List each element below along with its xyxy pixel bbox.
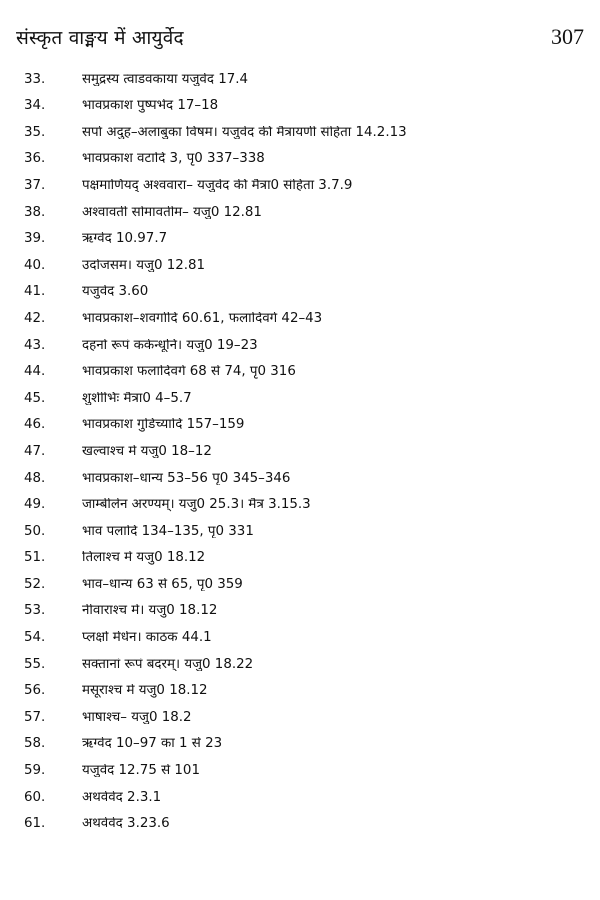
endnote-number: 34.	[24, 98, 46, 114]
endnote-text: भावप्रकाश–शवर्गादि 60.61, फलादिवर्ग 42–43	[82, 311, 323, 326]
endnote-item	[0, 784, 600, 811]
endnote-item	[0, 492, 600, 519]
endnote-number: 59.	[24, 763, 46, 779]
endnote-number: 57.	[24, 709, 46, 725]
endnote-number: 48.	[24, 470, 46, 486]
endnote-text: भाव–धान्य 63 से 65, पृ0 359	[82, 577, 243, 592]
endnote-text: यजुर्वेद 12.75 से 101	[82, 764, 200, 778]
endnote-text: शुशीभिः मैत्रा0 4–5.7	[82, 391, 192, 406]
endnote-text: भाव पलादि 134–135, पृ0 331	[82, 524, 254, 539]
endnote-number: 47.	[24, 443, 46, 459]
endnote-number: 40.	[24, 257, 46, 273]
endnote-item	[0, 704, 600, 731]
endnote-number: 44.	[24, 364, 46, 380]
endnote-number: 52.	[24, 576, 46, 592]
page-number: 307	[551, 24, 584, 49]
page-header	[16, 22, 584, 52]
endnote-number: 55.	[24, 656, 46, 672]
running-head: संस्कृत वाङ्मय में आयुर्वेद	[16, 27, 184, 49]
endnote-item	[0, 146, 600, 173]
endnote-number: 50.	[24, 523, 46, 539]
endnote-text: सक्तानां रूपं बदरम्। यजु0 18.22	[82, 657, 254, 672]
endnote-item	[0, 199, 600, 226]
endnote-number: 49.	[24, 497, 46, 513]
endnote-item	[0, 757, 600, 784]
endnote-text: समुद्रस्य त्वाडवकाया यजुर्वेद 17.4	[82, 72, 249, 86]
endnote-text: भावप्रकाश फलादिवर्ग 68 से 74, पृ0 316	[82, 365, 296, 379]
endnote-number: 53.	[24, 603, 46, 619]
endnote-text: भावप्रकाश गुडिच्यादि 157–159	[82, 418, 245, 432]
endnote-item	[0, 172, 600, 199]
endnote-item	[0, 811, 600, 838]
endnote-item	[0, 598, 600, 625]
endnote-text: भावप्रकाश–धान्य 53–56 पृ0 345–346	[82, 471, 291, 485]
endnote-item	[0, 279, 600, 306]
endnote-item	[0, 624, 600, 651]
endnote-number: 56.	[24, 683, 46, 699]
endnote-number: 36.	[24, 151, 46, 167]
endnote-item	[0, 305, 600, 332]
endnote-text: खल्वाश्च में यजु0 18–12	[82, 444, 212, 459]
endnote-text: ऋग्वेद 10–97 का 1 से 23	[82, 737, 223, 751]
endnote-number: 45.	[24, 390, 46, 406]
endnote-number: 51.	[24, 550, 46, 566]
endnote-text: दहनो रूपं कर्कन्धूनि। यजु0 19–23	[82, 338, 258, 352]
endnote-number: 43.	[24, 337, 46, 353]
endnote-text: जाम्बीलेन अरण्यम्। यजु0 25.3। मैत्र 3.15.3	[82, 498, 311, 512]
endnote-item	[0, 545, 600, 572]
endnote-item	[0, 518, 600, 545]
endnote-item	[0, 119, 600, 146]
endnote-number: 39.	[24, 231, 46, 247]
endnote-item	[0, 651, 600, 678]
endnote-text: भाषाश्च– यजु0 18.2	[82, 710, 192, 725]
endnotes-list	[0, 66, 600, 837]
endnote-text: मसूराश्च में यजु0 18.12	[82, 684, 208, 698]
endnote-text: अथर्ववेद 2.3.1	[82, 790, 162, 805]
endnote-text: सर्पा अदुह–अलाबुका विषम। यजुर्वेद की मैत्रायणी संहिता 14.2.13	[82, 125, 407, 140]
endnote-number: 38.	[24, 204, 46, 220]
endnote-item	[0, 332, 600, 359]
endnote-text: अथर्ववेद 3.23.6	[82, 817, 170, 831]
endnote-number: 37.	[24, 177, 46, 193]
endnote-number: 35.	[24, 124, 46, 140]
endnote-text: भावप्रकाश पुष्पभेद 17–18	[82, 99, 219, 113]
endnote-item	[0, 571, 600, 598]
endnote-item	[0, 226, 600, 253]
endnote-item	[0, 731, 600, 758]
endnote-item	[0, 412, 600, 439]
endnote-text: प्लक्षो मेधेन। काठक 44.1	[82, 631, 212, 645]
endnote-number: 61.	[24, 816, 46, 832]
endnote-number: 46.	[24, 417, 46, 433]
endnote-item	[0, 66, 600, 93]
endnote-item	[0, 678, 600, 705]
endnote-number: 41.	[24, 284, 46, 300]
endnote-text: ऋग्वेद 10.97.7	[82, 232, 168, 246]
endnote-number: 58.	[24, 736, 46, 752]
endnote-number: 54.	[24, 630, 46, 646]
endnote-text: अश्वावती सोमावतीम– यजु0 12.81	[82, 205, 262, 219]
endnote-number: 60.	[24, 789, 46, 805]
endnote-item	[0, 438, 600, 465]
endnote-text: यजुर्वेद 3.60	[82, 285, 149, 299]
endnote-number: 33.	[24, 71, 46, 87]
endnote-text: नीवाराश्च मे। यजु0 18.12	[82, 604, 218, 618]
endnote-text: पक्षमाणियद् अश्ववारा– यजुर्वेद की मैत्रा0 संहिता 3.7.9	[82, 178, 353, 193]
endnote-text: भावप्रकाश वटादि 3, पृ0 337–338	[82, 152, 265, 166]
endnote-item	[0, 385, 600, 412]
endnote-item	[0, 359, 600, 386]
endnote-text: तिलाश्च में यजु0 18.12	[82, 551, 206, 565]
endnote-text: उदोजसम। यजु0 12.81	[82, 258, 206, 273]
endnote-item	[0, 465, 600, 492]
endnote-number: 42.	[24, 310, 46, 326]
endnote-item	[0, 93, 600, 120]
endnote-item	[0, 252, 600, 279]
